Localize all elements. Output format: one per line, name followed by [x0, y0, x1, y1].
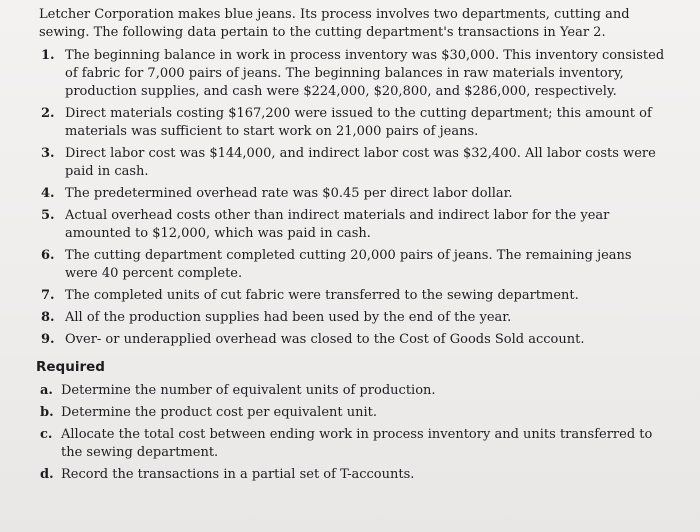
required-heading: Required	[36, 359, 105, 375]
required-item	[39, 426, 666, 462]
transaction-item	[39, 309, 666, 327]
item-letter: c.	[40, 427, 53, 442]
item-text: The predetermined overhead rate was $0.45 per direct labor dollar.	[65, 186, 513, 201]
transaction-item	[39, 207, 666, 243]
item-text: The completed units of cut fabric were transferred to the sewing department.	[65, 288, 579, 303]
item-text: Direct materials costing $167,200 were issued to the cutting department; this amount of materials was sufficient to start work on 21,000 pairs of jeans.	[65, 106, 652, 139]
transaction-item	[39, 331, 666, 349]
transaction-item	[39, 145, 666, 181]
transaction-item	[39, 105, 666, 141]
item-text: The cutting department completed cutting 20,000 pairs of jeans. The remaining jeans were 40 percent complete.	[65, 248, 632, 281]
item-number: 1.	[41, 48, 55, 63]
item-number: 6.	[41, 248, 55, 263]
item-text: Actual overhead costs other than indirect materials and indirect labor for the year amounted to $12,000, which was paid in cash.	[65, 208, 610, 241]
item-number: 7.	[41, 288, 55, 303]
item-number: 8.	[41, 310, 55, 325]
intro-paragraph: Letcher Corporation makes blue jeans. Its process involves two departments, cutting and sewing. The following data pertain to the cutting department's transactions in Year 2.	[39, 7, 630, 40]
required-list	[39, 382, 666, 484]
item-text: Direct labor cost was $144,000, and indirect labor cost was $32,400. All labor costs were paid in cash.	[65, 146, 656, 179]
item-letter: d.	[40, 467, 54, 482]
required-item	[39, 466, 666, 484]
required-item	[39, 382, 666, 400]
item-letter: a.	[40, 383, 53, 398]
item-number: 3.	[41, 146, 55, 161]
item-number: 9.	[41, 332, 55, 347]
item-number: 4.	[41, 186, 55, 201]
transaction-item	[39, 47, 666, 101]
item-text: The beginning balance in work in process inventory was $30,000. This inventory consisted of fabric for 7,000 pairs of jeans. The beginning balances in raw materials inventory, production supplies, and cash were $224,000, $20,800, and $286,000, respectively.	[65, 48, 665, 99]
item-text: Determine the product cost per equivalent unit.	[61, 405, 378, 420]
item-number: 2.	[41, 106, 55, 121]
item-text: Determine the number of equivalent units of production.	[61, 383, 436, 398]
required-item	[39, 404, 666, 422]
item-text: Record the transactions in a partial set of T-accounts.	[61, 467, 415, 482]
item-letter: b.	[40, 405, 54, 420]
item-text: All of the production supplies had been used by the end of the year.	[65, 310, 512, 325]
transaction-item	[39, 287, 666, 305]
transaction-item	[39, 247, 666, 283]
item-text: Over- or underapplied overhead was closed to the Cost of Goods Sold account.	[65, 332, 585, 347]
transaction-list	[39, 47, 666, 349]
transaction-item	[39, 185, 666, 203]
item-text: Allocate the total cost between ending work in process inventory and units transferred to the sewing department.	[61, 427, 653, 460]
item-number: 5.	[41, 208, 55, 223]
